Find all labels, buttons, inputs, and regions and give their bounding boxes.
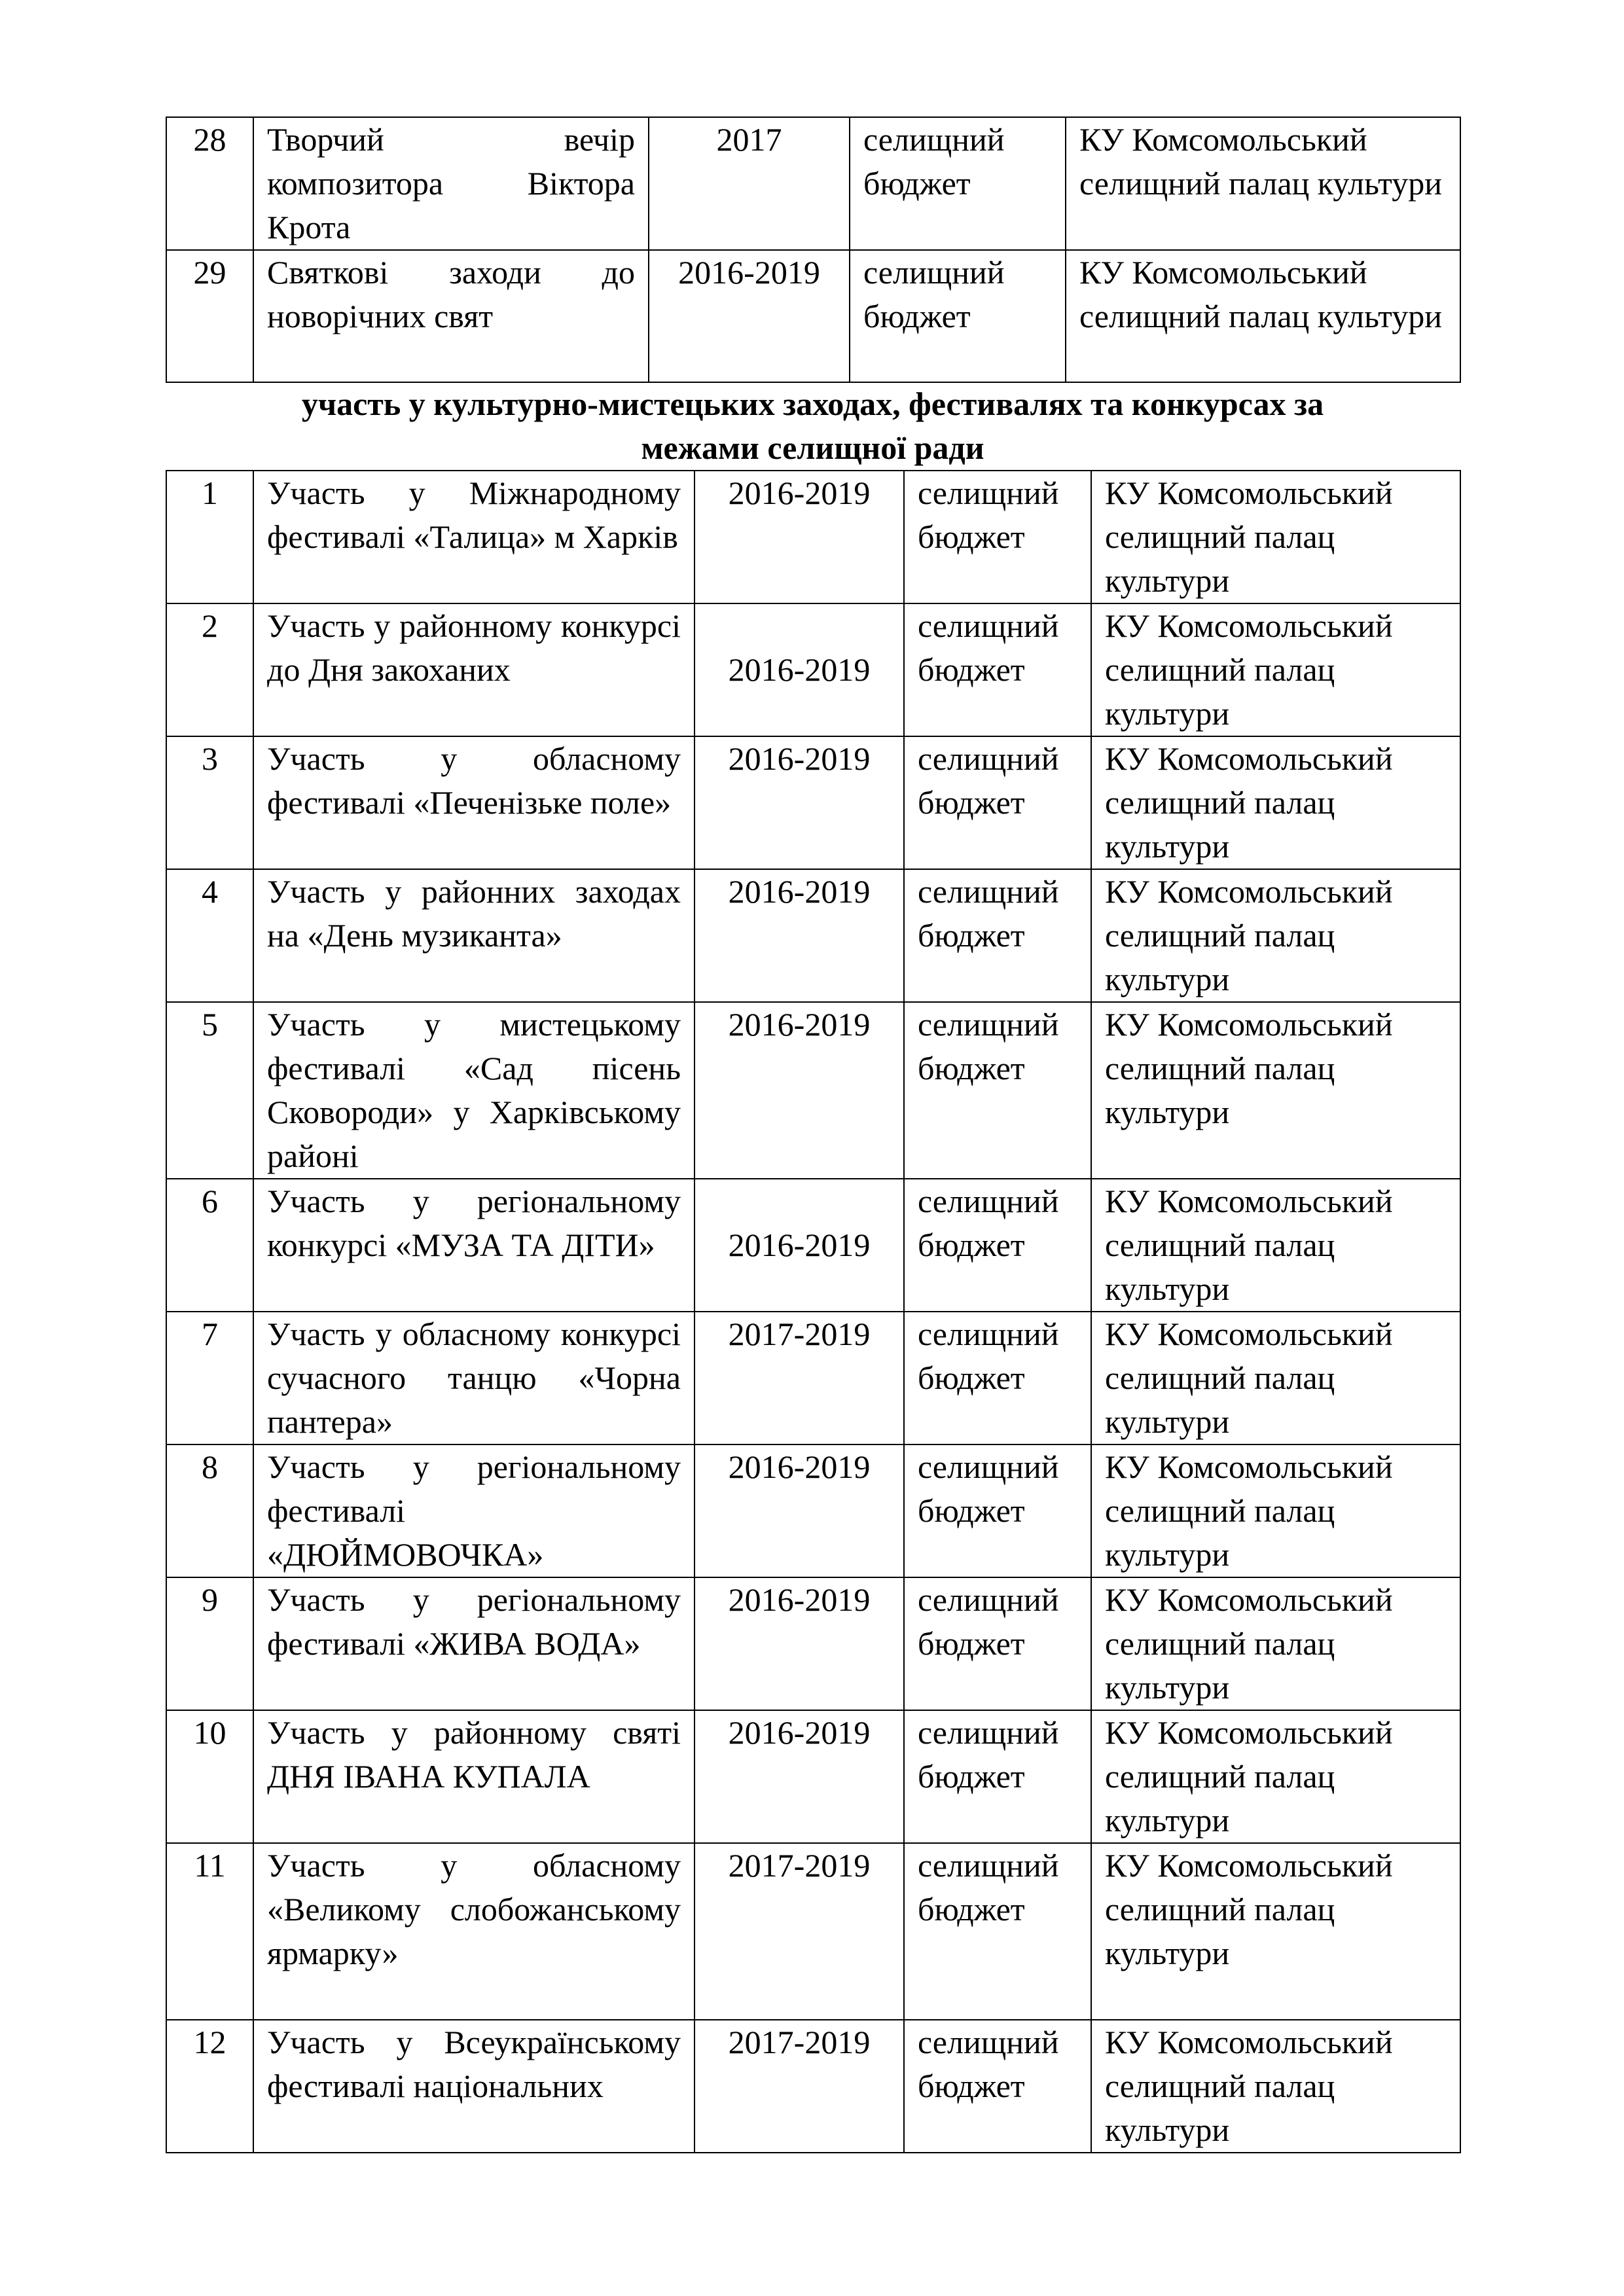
event-description: Участь у районному святі ДНЯ ІВАНА КУПАЛА	[253, 1710, 695, 1843]
event-years: 2017-2019	[695, 1312, 904, 1444]
row-number: 3	[166, 736, 253, 869]
event-years: 2016-2019	[695, 1179, 904, 1312]
event-description: Участь у Всеукраїнському фестивалі національних	[253, 2020, 695, 2153]
funding-source: селищний бюджет	[904, 1577, 1091, 1710]
table-row	[166, 603, 1460, 736]
section-heading-line1: участь у культурно-мистецьких заходах, фестивалях та конкурсах за	[301, 386, 1324, 422]
row-number: 8	[166, 1444, 253, 1577]
section-heading	[166, 382, 1460, 470]
table-row	[166, 869, 1460, 1002]
event-description: Участь у обласному «Великому слобожанському ярмарку»	[253, 1843, 695, 2020]
executor: КУ Комсомольський селищний палац культури	[1091, 869, 1460, 1002]
event-description: Участь у мистецькому фестивалі «Сад пісень Сковороди» у Харківському районі	[253, 1002, 695, 1179]
event-years: 2016-2019	[695, 736, 904, 869]
event-years: 2016-2019	[649, 250, 850, 382]
row-number: 7	[166, 1312, 253, 1444]
funding-source: селищний бюджет	[904, 1843, 1091, 2020]
event-years: 2017-2019	[695, 2020, 904, 2153]
funding-source: селищний бюджет	[904, 1444, 1091, 1577]
table-row	[166, 250, 1460, 382]
section-heading-line2: межами селищної ради	[641, 429, 984, 466]
event-years: 2016-2019	[695, 1710, 904, 1843]
executor: КУ Комсомольський селищний палац культури	[1091, 1577, 1460, 1710]
event-description: Участь у районному конкурсі до Дня закоханих	[253, 603, 695, 736]
event-years: 2016-2019	[695, 1444, 904, 1577]
row-number: 11	[166, 1843, 253, 2020]
table-row	[166, 117, 1460, 250]
events-table-outside	[166, 470, 1461, 2153]
funding-source: селищний бюджет	[904, 2020, 1091, 2153]
row-number: 28	[166, 117, 253, 250]
table-row	[166, 1002, 1460, 1179]
executor: КУ Комсомольський селищний палац культури	[1091, 1843, 1460, 2020]
event-description: Участь у регіональному конкурсі «МУЗА ТА ДІТИ»	[253, 1179, 695, 1312]
executor: КУ Комсомольський селищний палац культури	[1091, 1710, 1460, 1843]
event-description: Участь у обласному фестивалі «Печенізьке поле»	[253, 736, 695, 869]
event-description: Участь у регіональному фестивалі «ДЮЙМОВОЧКА»	[253, 1444, 695, 1577]
event-years: 2017	[649, 117, 850, 250]
events-table-top	[166, 117, 1461, 383]
funding-source: селищний бюджет	[904, 736, 1091, 869]
funding-source: селищний бюджет	[904, 1312, 1091, 1444]
row-number: 6	[166, 1179, 253, 1312]
executor: КУ Комсомольський селищний палац культури	[1066, 117, 1460, 250]
table-row	[166, 471, 1460, 603]
executor: КУ Комсомольський селищний палац культури	[1091, 1444, 1460, 1577]
table-row	[166, 1444, 1460, 1577]
table-row	[166, 1843, 1460, 2020]
event-description: Участь у Міжнародному фестивалі «Талица» м Харків	[253, 471, 695, 603]
funding-source: селищний бюджет	[850, 250, 1066, 382]
event-years: 2016-2019	[695, 1002, 904, 1179]
event-description: Святкові заходи до новорічних свят	[253, 250, 649, 382]
event-description: Творчий вечір композитора Віктора Крота	[253, 117, 649, 250]
event-years: 2016-2019	[695, 603, 904, 736]
row-number: 4	[166, 869, 253, 1002]
executor: КУ Комсомольський селищний палац культури	[1066, 250, 1460, 382]
row-number: 1	[166, 471, 253, 603]
event-years: 2016-2019	[695, 869, 904, 1002]
table-row	[166, 2020, 1460, 2153]
executor: КУ Комсомольський селищний палац культури	[1091, 1002, 1460, 1179]
funding-source: селищний бюджет	[904, 869, 1091, 1002]
funding-source: селищний бюджет	[850, 117, 1066, 250]
funding-source: селищний бюджет	[904, 1179, 1091, 1312]
executor: КУ Комсомольський селищний палац культури	[1091, 471, 1460, 603]
table-row	[166, 1577, 1460, 1710]
table-row	[166, 1710, 1460, 1843]
table-row	[166, 1179, 1460, 1312]
row-number: 2	[166, 603, 253, 736]
funding-source: селищний бюджет	[904, 471, 1091, 603]
row-number: 9	[166, 1577, 253, 1710]
event-years: 2017-2019	[695, 1843, 904, 2020]
funding-source: селищний бюджет	[904, 1002, 1091, 1179]
funding-source: селищний бюджет	[904, 1710, 1091, 1843]
executor: КУ Комсомольський селищний палац культури	[1091, 603, 1460, 736]
row-number: 29	[166, 250, 253, 382]
row-number: 10	[166, 1710, 253, 1843]
event-years: 2016-2019	[695, 1577, 904, 1710]
event-description: Участь у районних заходах на «День музиканта»	[253, 869, 695, 1002]
event-description: Участь у регіональному фестивалі «ЖИВА ВОДА»	[253, 1577, 695, 1710]
event-description: Участь у обласному конкурсі сучасного танцю «Чорна пантера»	[253, 1312, 695, 1444]
table-row	[166, 1312, 1460, 1444]
executor: КУ Комсомольський селищний палац культури	[1091, 736, 1460, 869]
row-number: 5	[166, 1002, 253, 1179]
executor: КУ Комсомольський селищний палац культури	[1091, 1312, 1460, 1444]
executor: КУ Комсомольський селищний палац культури	[1091, 2020, 1460, 2153]
event-years: 2016-2019	[695, 471, 904, 603]
table-row	[166, 736, 1460, 869]
funding-source: селищний бюджет	[904, 603, 1091, 736]
row-number: 12	[166, 2020, 253, 2153]
executor: КУ Комсомольський селищний палац культури	[1091, 1179, 1460, 1312]
